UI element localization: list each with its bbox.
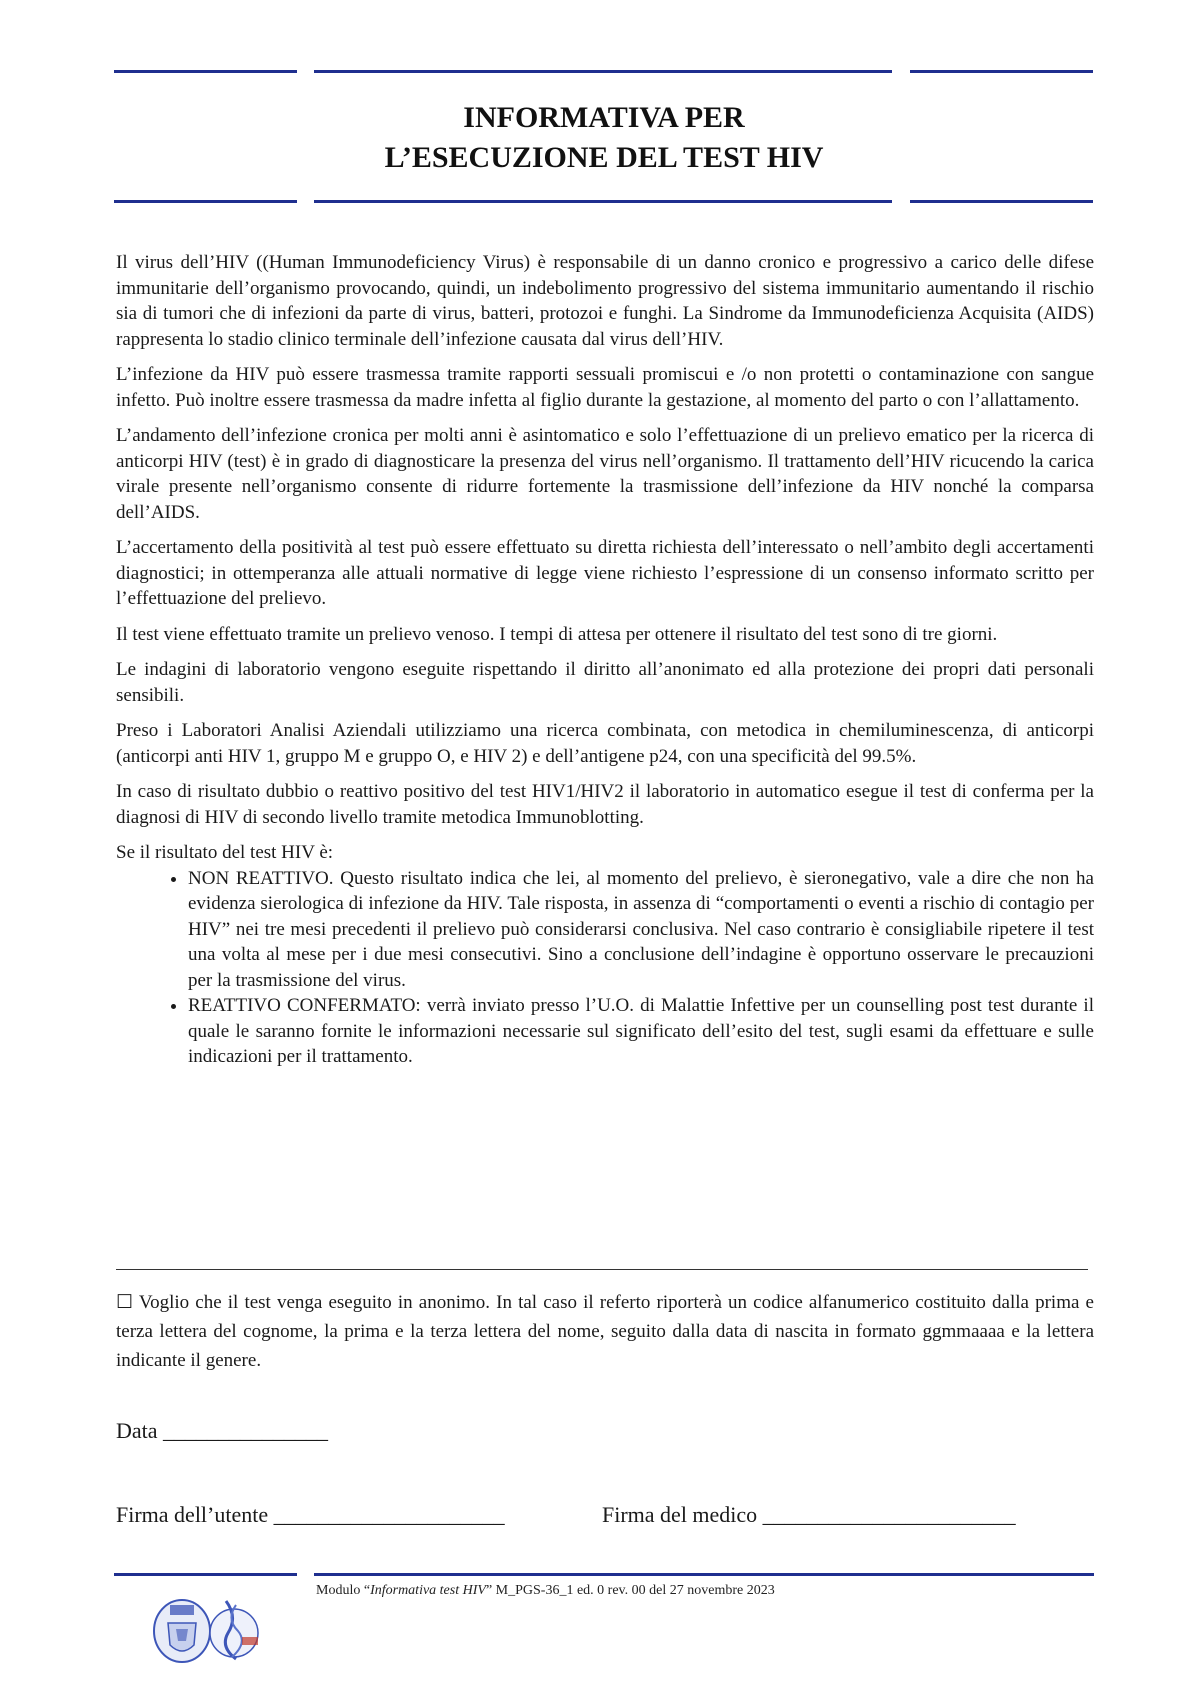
header-rule-bottom-center — [314, 200, 892, 203]
user-signature-field[interactable]: Firma dell’utente _____________________ — [116, 1502, 505, 1527]
anonymous-consent — [116, 1288, 1094, 1375]
header-rule-top-left — [114, 70, 297, 73]
footer-prefix: Modulo “ — [316, 1583, 371, 1598]
results-list — [116, 866, 1094, 1070]
anonymous-checkbox[interactable]: ☐ — [116, 1292, 134, 1313]
header-rule-top-right — [910, 70, 1093, 73]
paragraph-confirmation: In caso di risultato dubbio o reattivo positivo del test HIV1/HIV2 il laboratorio in automatico esegue il test di conferma per la diagnosi di HIV di secondo livello tramite metodica Immunoblotting. — [116, 781, 1094, 828]
organization-logo — [146, 1587, 266, 1670]
section-divider — [116, 1269, 1088, 1270]
footer-rule-left — [114, 1573, 297, 1576]
anonymous-consent-text: Voglio che il test venga eseguito in anonimo. In tal caso il referto riporterà un codice alfanumerico costituito dalla prima e terza lettera del cognome, la prima e la terza lettera del nome, seguito dalla data di nascita in formato ggmmaaaa e la lettera indicante il genere. — [116, 1292, 1094, 1371]
paragraph-hiv-intro: Il virus dell’HIV ((Human Immunodeficiency Virus) è responsabile di un danno cronico e progressivo a carico delle difese immunitarie dell’organismo provocando, quindi, un indebolimento progressivo del sistema immunitario aumentando il rischio sia di tumori che di infezioni da parte di virus, batteri, protozoi e funghi. La Sindrome da Immunodeficienza Acquisita (AIDS) rappresenta lo stadio clinico terminale dell’infezione causata dal virus dell’HIV. — [116, 252, 1094, 350]
footer-module-title: Informativa test HIV — [370, 1583, 486, 1598]
doctor-signature-field[interactable]: Firma del medico _______________________ — [602, 1502, 1016, 1527]
paragraph-method: Preso i Laboratori Analisi Aziendali utilizziamo una ricerca combinata, con metodica in chemiluminescenza, di anticorpi (anticorpi anti HIV 1, gruppo M e gruppo O, e HIV 2) e dell’antigene p24, con una specificità del 99.5%. — [116, 720, 1094, 767]
result-reattivo-confermato: • REATTIVO CONFERMATO: verrà inviato presso l’U.O. di Malattie Infettive per un counselling post test durante il quale le saranno fornite le informazioni necessarie sul significato dell’esito del test, sugli esami da effettuare e sulle indicazioni per il trattamento. — [188, 993, 1094, 1070]
paragraph-course: L’andamento dell’infezione cronica per molti anni è asintomatico e solo l’effettuazione di un prelievo ematico per la ricerca di anticorpi HIV (test) è in grado di diagnosticare la presenza del virus nell’organismo. Il trattamento dell’HIV ricucendo la carica virale presente nell’organismo consente di ridurre fortemente la trasmissione dell’infezione da HIV nonché la comparsa dell’AIDS. — [116, 425, 1094, 523]
logo-emblem-icon — [146, 1587, 266, 1665]
header-rule-bottom-right — [910, 200, 1093, 203]
paragraph-privacy: Le indagini di laboratorio vengono eseguite rispettando il diritto all’anonimato ed alla protezione dei propri dati personali sensibili. — [116, 659, 1094, 706]
footer-module-note — [316, 1583, 775, 1599]
title-line-2: L’ESECUZIONE DEL TEST HIV — [384, 141, 824, 174]
document-body — [116, 250, 1094, 1070]
paragraph-transmission: L’infezione da HIV può essere trasmessa tramite rapporti sessuali promiscui e /o non protetti o contaminazione con sangue infetto. Può inoltre essere trasmessa da madre infetta al figlio durante la gestazione, al momento del parto o con l’allattamento. — [116, 364, 1094, 411]
title-line-1: INFORMATIVA PER — [463, 101, 745, 134]
result-non-reattivo: • NON REATTIVO. Questo risultato indica che lei, al momento del prelievo, è sieronegativo, vale a dire che non ha evidenza sierologica di infezione da HIV. Tale risposta, in assenza di “comportamenti o eventi a rischio di contagio per HIV” nei tre mesi precedenti il prelievo può considerarsi conclusiva. Nel caso contrario è consigliabile ripetere il test una volta al mese per i due mesi consecutivi. Sino a conclusione dell’indagine è opportuno osservare le precauzioni per la trasmissione del virus. — [188, 866, 1094, 994]
paragraph-test-procedure: Il test viene effettuato tramite un prelievo venoso. I tempi di attesa per ottenere il risultato del test sono di tre giorni. — [116, 623, 998, 645]
results-intro: Se il risultato del test HIV è: — [116, 842, 334, 863]
footer-suffix: ” M_PGS-36_1 ed. 0 rev. 00 del 27 novembre 2023 — [485, 1583, 775, 1598]
date-field[interactable]: Data _______________ — [116, 1418, 329, 1443]
header-rule-bottom-left — [114, 200, 297, 203]
footer-rule-right — [314, 1573, 1094, 1576]
header-rule-top-center — [314, 70, 892, 73]
page-title — [114, 98, 1094, 178]
paragraph-consent-law: L’accertamento della positività al test può essere effettuato su diretta richiesta dell’interessato o nell’ambito degli accertamenti diagnostici; in ottemperanza alle attuali normative di legge viene richiesto l’espressione di un consenso informato scritto per l’effettuazione del prelievo. — [116, 537, 1094, 609]
